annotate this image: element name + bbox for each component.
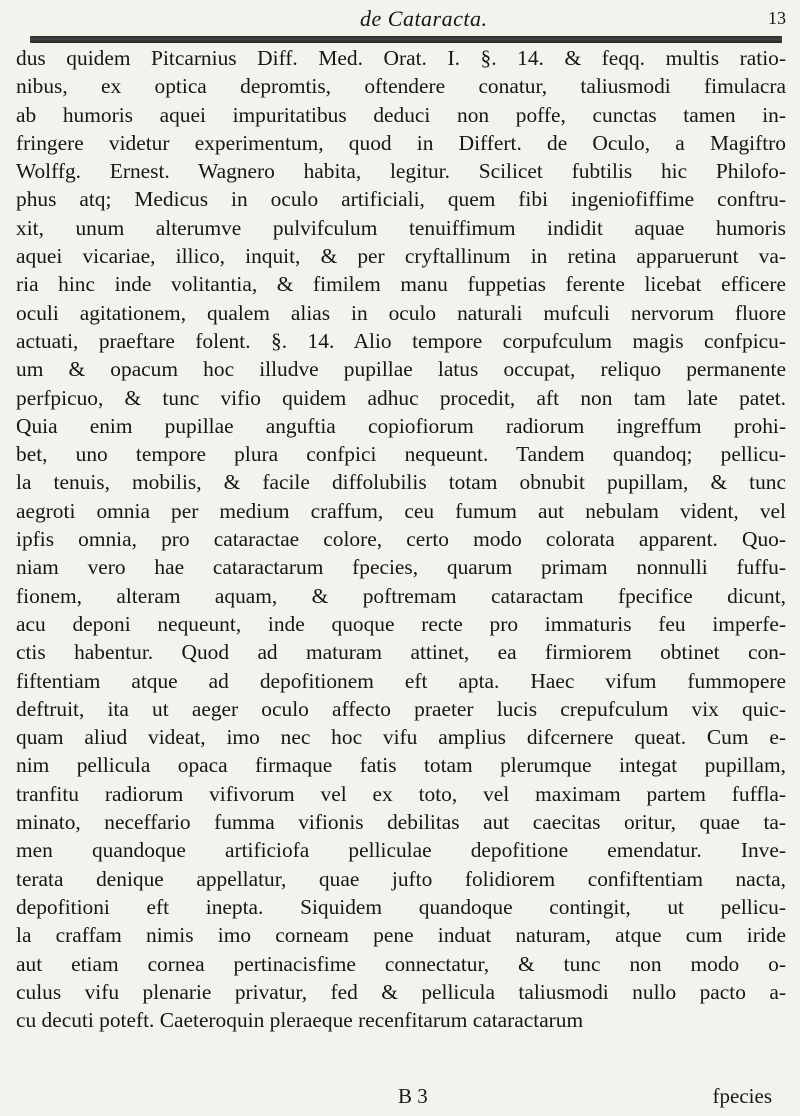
text-line: xit, unum alterumve pulvifculum tenuiffimum indidit aquae humoris: [16, 215, 786, 240]
text-line: perfpicuo, & tunc vifio quidem adhuc procedit, aft non tam late patet.: [16, 385, 786, 410]
text-line: ipfis omnia, pro cataractae colore, certo modo colorata apparent. Quo-: [16, 527, 786, 552]
text-line: nim pellicula opaca firmaque fatis totam plerumque integat pupillam,: [16, 753, 786, 778]
text-line: cu decuti poteft. Caeteroquin pleraeque recenfitarum cataractarum: [16, 1008, 584, 1033]
text-line: bet, uno tempore plura confpici nequeunt. Tandem quandoq; pellicu-: [16, 442, 786, 467]
text-line: minato, neceffario fumma vifionis debilitas aut caecitas oritur, quae ta-: [16, 810, 786, 835]
text-line: deftruit, ita ut aeger oculo affecto praeter lucis crepufculum vix quic-: [16, 696, 786, 721]
text-line: depofitioni eft inepta. Siquidem quandoque contingit, ut pellicu-: [16, 894, 786, 919]
signature-mark: B 3: [398, 1084, 428, 1108]
text-line: aquei vicariae, illico, inquit, & per cryftallinum in retina apparuerunt va-: [16, 244, 786, 269]
text-line: Wolffg. Ernest. Wagnero habita, legitur. Scilicet fubtilis hic Philofo-: [16, 159, 786, 184]
header-rule: [30, 36, 782, 43]
text-line: um & opacum hoc illudve pupillae latus occupat, reliquo permanente: [16, 357, 786, 382]
text-line: aut etiam cornea pertinacisfime connectatur, & tunc non modo o-: [16, 951, 786, 976]
text-line: nibus, ex optica depromtis, oftendere conatur, taliusmodi fimulacra: [16, 74, 786, 99]
text-line: fringere videtur experimentum, quod in Differt. de Oculo, a Magiftro: [16, 130, 786, 155]
body-text: [16, 44, 786, 1034]
text-line: fionem, alteram aquam, & poftremam cataractam fpecifice dicunt,: [16, 583, 786, 608]
text-line: ctis habentur. Quod ad maturam attinet, ea firmiorem obtinet con-: [16, 640, 786, 665]
catchword: fpecies: [712, 1084, 772, 1108]
text-line: actuati, praeftare folent. §. 14. Alio tempore corpufculum magis confpicu-: [16, 328, 786, 353]
text-line: tranfitu radiorum vifivorum vel ex toto, vel maximam partem fuffla-: [16, 781, 786, 806]
text-line: oculi agitationem, qualem alias in oculo naturali mufculi nervorum fluore: [16, 300, 786, 325]
page-number: 13: [768, 8, 786, 28]
text-line: dus quidem Pitcarnius Diff. Med. Orat. I. §. 14. & feqq. multis ratio-: [16, 46, 786, 70]
text-line: la craffam nimis imo corneam pene induat naturam, atque cum iride: [16, 923, 786, 948]
text-line: ab humoris aquei impuritatibus deduci non poffe, cunctas tamen in-: [16, 102, 786, 127]
text-line: la tenuis, mobilis, & facile diffolubilis totam obnubit pupillam, & tunc: [16, 470, 786, 495]
text-line: aegroti omnia per medium craffum, ceu fumum aut nebulam vident, vel: [16, 498, 786, 523]
text-line: fiftentiam atque ad depofitionem eft apta. Haec vifum fummopere: [16, 668, 786, 693]
text-line: terata denique appellatur, quae jufto folidiorem confiftentiam nacta,: [16, 866, 786, 891]
running-title: de Cataracta.: [360, 6, 488, 31]
page-footer: [0, 1084, 800, 1112]
text-line: acu deponi nequeunt, inde quoque recte pro immaturis feu imperfe-: [16, 611, 786, 636]
text-line: quam aliud videat, imo nec hoc vifu amplius difcernere queat. Cum e-: [16, 725, 786, 750]
text-line: culus vifu plenarie privatur, fed & pellicula taliusmodi nullo pacto a-: [16, 979, 786, 1004]
text-line: phus atq; Medicus in oculo artificiali, quem fibi ingeniofiffime conftru-: [16, 187, 786, 212]
text-line: Quia enim pupillae anguftia copiofiorum radiorum ingreffum prohi-: [16, 413, 786, 438]
text-line: ria hinc inde volitantia, & fimilem manu fuppetias ferente licebat efficere: [16, 272, 786, 297]
text-line: men quandoque artificiofa pelliculae depofitione emendatur. Inve-: [16, 838, 786, 863]
text-line: niam vero hae cataractarum fpecies, quarum primam nonnulli fuffu-: [16, 555, 786, 580]
running-head: [0, 6, 800, 34]
